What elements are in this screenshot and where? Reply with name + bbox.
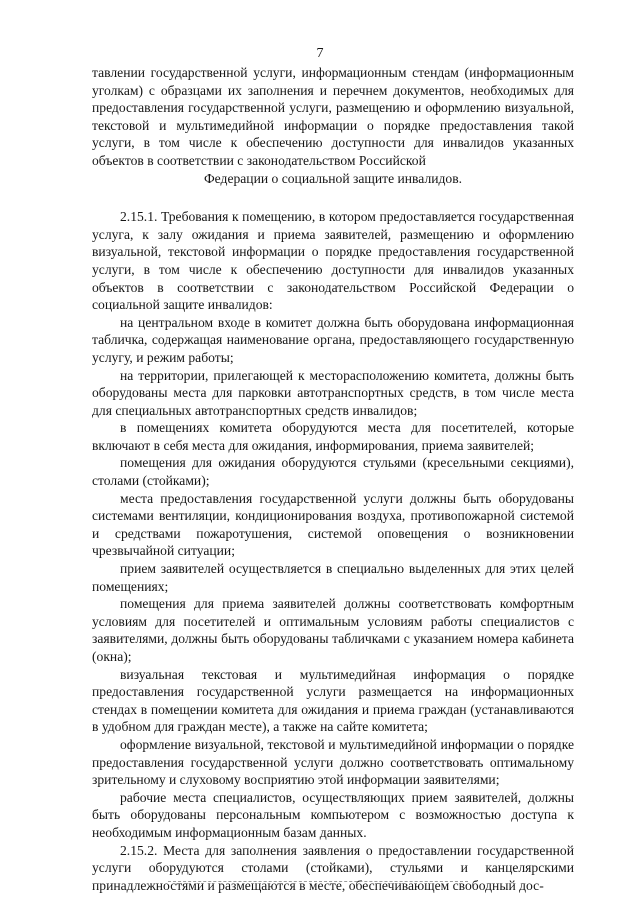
paragraph-comfort-conditions: помещения для приема заявителей должны соответствовать комфортным условиям для посетителей и оптимальным условиям работы специалистов с заявителями, должны быть оборудованы табличками с указанием номера кабинета (окна);	[92, 596, 574, 664]
paragraph-2-15-2: 2.15.2. Места для заполнения заявления о предоставлении государственной услуги оборудуются столами (стойками), стульями и канцелярскими принадлежностями и размещаются в месте, обеспечивающем свободный дос-	[92, 842, 574, 893]
page-number: 7	[316, 46, 324, 61]
paragraph-continuation: тавлении государственной услуги, информационным стендам (информационным уголкам) с образцами их заполнения и перечнем документов, необходимых для предоставления государственной услуги, размещению и оформлению визуальной, текстовой и мультимедийной информации о порядке предоставления такой услуги, в том числе к обеспечению доступности для инвалидов указанных объектов в соответствии с законодательством Российской	[92, 65, 574, 168]
paragraph-info-stands: визуальная текстовая и мультимедийная информация о порядке предоставления государственной услуги размещается на информационных стендах в помещении комитета для ожидания и приема граждан (устанавливаются в удобном для граждан месте), а также на сайте комитета;	[92, 666, 574, 735]
paragraph-parking: на территории, прилегающей к месторасположению комитета, должны быть оборудованы места для парковки автотранспортных средств, в том числе места для специальных автотранспортных средств инвалидов;	[92, 367, 574, 418]
bottom-divider	[168, 881, 468, 882]
paragraph-waiting-rooms: помещения для ожидания оборудуются стульями (кресельными секциями), столами (стойками);	[92, 455, 574, 489]
paragraph-reception-rooms: прием заявителей осуществляется в специально выделенных для этих целей помещениях;	[92, 561, 574, 594]
paragraph-continuation-end: Федерации о социальной защите инвалидов.	[203, 170, 463, 186]
paragraph-2-15-1: 2.15.1. Требования к помещению, в котором предоставляется государственная услуга, к залу ожидания и приема заявителей, размещению и оформлению визуальной, текстовой информации о порядке предоставления государственной услуги, в том числе к обеспечению доступности для инвалидов указанных объектов в соответствии с законодательством Российской Федерации о социальной защите инвалидов:	[92, 209, 574, 313]
paragraph-entrance-sign: на центральном входе в комитет должна быть оборудована информационная табличка, содержащая наименование органа, предоставляющего государственную услугу, и режим работы;	[92, 314, 574, 365]
paragraph-safety-systems: места предоставления государственной услуги должны быть оборудованы системами вентиляции, кондиционирования воздуха, противопожарной системой и средствами пожаротушения, системой оповещения о возникновении чрезвычайной ситуации;	[92, 490, 574, 559]
paragraph-info-design: оформление визуальной, текстовой и мультимедийной информации о порядке предоставления государственной услуги должно соответствовать оптимальному зрительному и слуховому восприятию этой информации заявителями;	[92, 736, 574, 788]
body-text	[92, 64, 574, 894]
paragraph-visitor-places: в помещениях комитета оборудуются места для посетителей, которые включают в себя места для ожидания, информирования, приема заявителей;	[92, 420, 574, 453]
paragraph-workstations: рабочие места специалистов, осуществляющих прием заявителей, должны быть оборудованы персональным компьютером с возможностью доступа к необходимым информационным базам данных.	[92, 789, 574, 840]
